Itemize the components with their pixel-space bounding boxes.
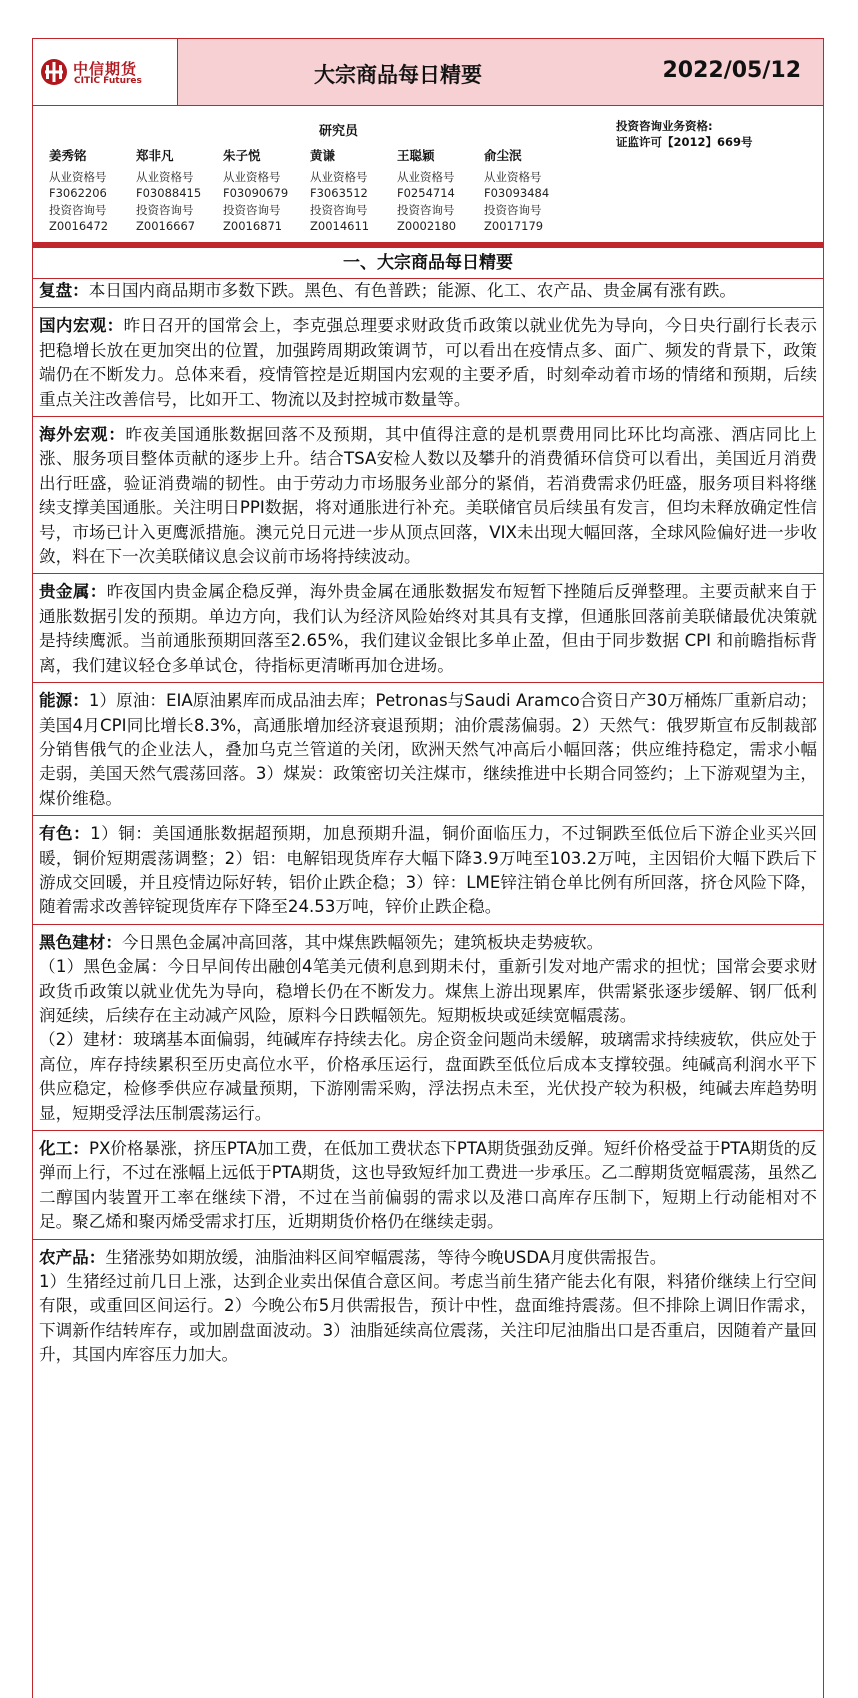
logo-box [33,39,178,105]
analyst-credential: F3062206 [49,186,107,200]
paragraph-text: PX价格暴涨，挤压PTA加工费，在低加工费状态下PTA期货强劲反弹。短纤价格受益于PTA期货的反弹而上行，不过在涨幅上远低于PTA期货，这也导致短纤加工费进一步承压。乙二醇期货宽幅震荡，虽然乙二醇国内装置开工率在继续下滑，不过在当前偏弱的需求以及港口高库存压制下，短期上行动能相对不足。聚乙烯和聚丙烯受需求打压，近期期货价格仍在继续走弱。 [39,1139,818,1232]
report-date: 2022/05/12 [662,58,801,83]
analyst-card [223,148,315,235]
paragraph-label: 农产品： [39,1247,106,1267]
paragraph-label: 化工： [39,1139,89,1158]
paragraph [39,1137,817,1235]
analyst-credential: 从业资格号 [310,169,368,184]
paragraph [39,423,817,569]
analysts-title: 研究员 [319,124,359,139]
analyst-credential: 从业资格号 [223,169,281,184]
section-title: 一、大宗商品每日精要 [33,248,823,279]
analyst-card [310,148,402,235]
analyst-credential: 从业资格号 [397,169,455,184]
analyst-name: 黄谦 [310,148,336,163]
paragraph [39,580,817,678]
analyst-credential: F03090679 [223,186,289,200]
paragraph [39,1246,817,1368]
analyst-credential: Z0016871 [223,219,283,233]
paragraph-label: 能源： [39,691,89,711]
qualification-line: 证监许可【2012】669号 [616,135,753,149]
paragraph-label: 国内宏观： [39,316,124,336]
analyst-credential: 从业资格号 [484,169,542,184]
paragraph-text: 1）铜：美国通胀数据超预期，加息预期升温，铜价面临压力，不过铜跌至低位后下游企业买兴回暖，铜价短期震荡调整；2）铝：电解铝现货库存大幅下降3.9万吨至103.2万吨，主因铝价大幅下跌后下游成交回暖，并且疫情边际好转，铝价止跌企稳；3）锌：LME锌注销仓单比例有所回落，挤仓风险下降，随着需求改善锌锭现货库存下降至24.53万吨，锌价止跌企稳。 [39,824,818,917]
analyst-credential: F03088415 [136,186,202,200]
analyst-credential: Z0017179 [484,219,544,233]
analyst-credential: 投资咨询号 [49,202,107,217]
analyst-credential: 投资咨询号 [484,202,542,217]
analyst-credential: 投资咨询号 [136,202,194,217]
paragraph-label: 黑色建材： [39,932,122,952]
paragraph-text: 生猪涨势如期放缓，油脂油料区间窄幅震荡，等待今晚USDA月度供需报告。 1）生猪经过前几日上涨，达到企业卖出保值合意区间。考虑当前生猪产能去化有限，料猪价继续上行空间有限，或重回区间运行。2）今晚公布5月供需报告，预计中性，盘面维持震荡。但不排除上调旧作需求，下调新作结转库存，或加剧盘面波动。3）油脂延续高位震荡，关注印尼油脂出口是否重启，因随着产量回升，其国内库容压力加大。 [39,1247,817,1365]
analyst-card [397,148,489,235]
paragraph-divider [33,1239,823,1240]
analyst-credential: Z0016472 [49,219,109,233]
paragraph-label: 贵金属： [39,582,107,602]
citic-logo-icon [40,58,68,86]
analyst-name: 俞尘泯 [484,148,522,163]
qualification-note [616,118,753,150]
paragraph-text: 昨夜美国通胀数据回落不及预期，其中值得注意的是机票费用同比环比均高涨、酒店同比上涨、服务项目整体贡献的逐步上升。结合TSA安检人数以及攀升的消费循环信贷可以看出，美国近月消费出行旺盛，验证消费端的韧性。由于劳动力市场服务业部分的紧俏，若消费需求仍旺盛，服务项目料将继续支撑美国通胀。关注明日PPI数据，将对通胀进行补充。美联储官员后续虽有发言，但均未释放确定性信号，市场已计入更鹰派措施。澳元兑日元进一步从顶点回落，VIX未出现大幅回落，全球风险偏好进一步收敛，料在下一次美联储议息会议前市场将持续波动。 [39,425,818,567]
paragraph-label: 复盘： [39,281,89,300]
paragraph [39,931,817,1126]
paragraph-divider [33,924,823,925]
analyst-credential: 投资咨询号 [310,202,368,217]
paragraph-divider [33,307,823,308]
paragraph [39,689,817,811]
paragraph-divider [33,815,823,816]
analyst-credential: Z0016667 [136,219,196,233]
paragraph-divider [33,573,823,574]
paragraph-text: 1）原油：EIA原油累库而成品油去库；Petronas与Saudi Aramco合资日产30万桶炼厂重新启动；美国4月CPI同比增长8.3%，高通胀增加经济衰退预期；油价震荡偏弱。2）天然气：俄罗斯宣布反制裁部分销售俄气的企业法人，叠加乌克兰管道的关闭，欧洲天然气冲高后小幅回落；供应维持稳定，需求小幅走弱，美国天然气震荡回落。3）煤炭：政策密切关注煤市，继续推进中长期合同签约；上下游观望为主，煤价维稳。 [39,691,818,808]
analyst-credential: F0254714 [397,186,455,200]
analyst-credential: 从业资格号 [136,169,194,184]
paragraph-divider [33,1130,823,1131]
logo-text-cn: 中信期货 [73,60,138,78]
analyst-card [484,148,576,235]
paragraph [39,279,817,303]
analyst-credential: 投资咨询号 [397,202,455,217]
paragraph-text: 本日国内商品期市多数下跌。黑色、有色普跌；能源、化工、农产品、贵金属有涨有跌。 [88,281,736,300]
page-frame [32,38,824,1698]
analyst-panel [33,105,823,242]
analyst-credential: F3063512 [310,186,368,200]
report-body [39,279,817,1368]
paragraph-label: 有色： [39,824,91,844]
analyst-credential: 从业资格号 [49,169,107,184]
analyst-name: 朱子悦 [223,148,261,163]
qualification-line: 投资咨询业务资格: [616,119,713,133]
analyst-name: 姜秀铭 [49,148,87,163]
analyst-credential: Z0002180 [397,219,457,233]
analyst-credential: F03093484 [484,186,550,200]
paragraph-text: 昨夜国内贵金属企稳反弹，海外贵金属在通胀数据发布短暂下挫随后反弹整理。主要贡献来自于通胀数据引发的预期。单边方向，我们认为经济风险始终对其具有支撑，但通胀回落前美联储最优决策就是持续鹰派。当前通胀预期回落至2.65%，我们建议金银比多单止盈，但由于同步数据 CPI 和前瞻指标背离，我们建议轻仓多单试仓，待指标更清晰再加仓进场。 [39,582,818,675]
analyst-name: 郑非凡 [136,148,174,163]
analyst-card [136,148,228,235]
report-title: 大宗商品每日精要 [314,63,482,87]
paragraph-divider [33,682,823,683]
paragraph-label: 海外宏观： [39,425,126,445]
analyst-credential: 投资咨询号 [223,202,281,217]
paragraph-divider [33,416,823,417]
paragraph-text: 今日黑色金属冲高回落，其中煤焦跌幅领先；建筑板块走势疲软。 （1）黑色金属：今日早间传出融创4笔美元债利息到期未付，重新引发对地产需求的担忧；国常会要求财政货币政策以就业优先为导向，稳增长仍在不断发力。煤焦上游出现累库，供需紧张逐步缓解、钢厂低利润延续，后续存在主动减产风险，原料今日跌幅领先。短期板块或延续宽幅震荡。 （2）建材：玻璃基本面偏弱，纯碱库存持续去化。房企资金问题尚未缓解，玻璃需求持续疲软，供应处于高位，库存持续累积至历史高位水平，价格承压运行，盘面跌至低位后成本支撑较强。纯碱高利润水平下供应稳定，检修季供应存减量预期，下游刚需采购，浮法拐点未至，光伏投产较为积极，纯碱去库趋势明显，短期受浮法压制震荡运行。 [39,932,817,1123]
paragraph-text: 昨日召开的国常会上，李克强总理要求财政货币政策以就业优先为导向，今日央行副行长表示把稳增长放在更加突出的位置，加强跨周期政策调节，可以看出在疫情点多、面广、频发的背景下，政策端仍在不断发力。总体来看，疫情管控是近期国内宏观的主要矛盾，时刻牵动着市场的情绪和预期，后续重点关注改善信号，比如开工、物流以及封控城市数量等。 [39,316,818,409]
analyst-card [49,148,141,235]
header-banner [33,39,823,106]
paragraph [39,822,817,920]
logo-text-en: CITIC Futures [74,76,142,86]
analyst-name: 王聪颖 [397,148,435,163]
analyst-credential: Z0014611 [310,219,370,233]
paragraph [39,314,817,412]
